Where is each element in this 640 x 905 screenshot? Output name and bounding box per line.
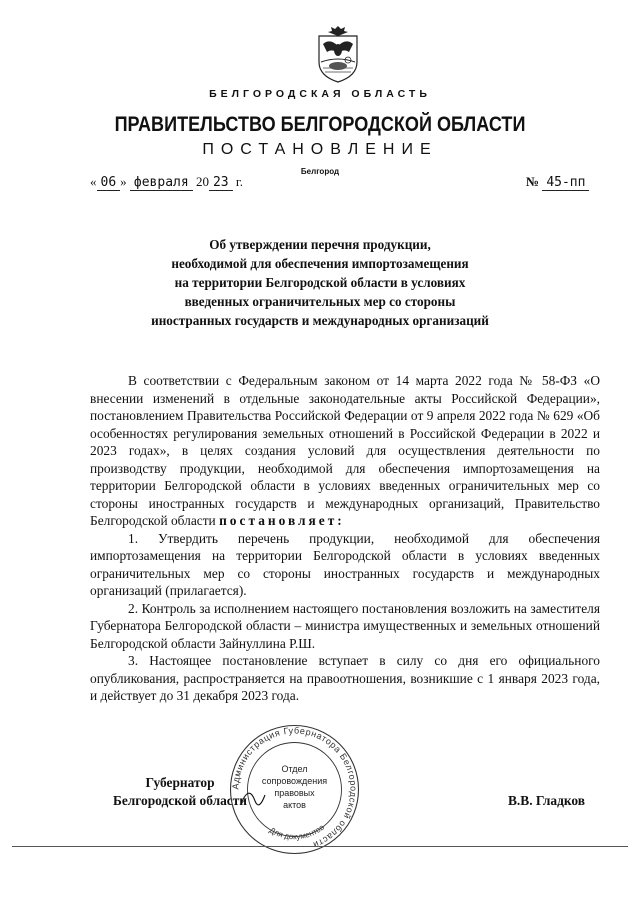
stamp-center-line: сопровождения [261,776,328,786]
title-line: Об утверждении перечня продукции, [209,237,431,252]
official-stamp [227,722,362,857]
decree-date [90,174,243,190]
date-month: февраля [130,175,193,191]
city-label: Белгород [300,167,340,176]
number-value: 45-пп [542,175,589,191]
stamp-center-line: Отдел [281,764,308,774]
decides-word: постановляет: [219,513,345,528]
stamp-center-line: актов [283,800,306,810]
decree-title [150,235,490,330]
government-heading: ПРАВИТЕЛЬСТВО БЕЛГОРОДСКОЙ ОБЛАСТИ [114,113,526,136]
title-line: необходимой для обеспечения импортозамещения [171,256,469,271]
item-paragraph: 1. Утвердить перечень продукции, необходимой для обеспечения импортозамещения на территории Белгородской области в условиях введенных ограничительных мер со стороны иностранных государств и международных организаций (прилагается). [90,530,600,598]
item-paragraph: 2. Контроль за исполнением настоящего постановления возложить на заместителя Губернатора Белгородской области – министра имущественных и земельных отношений Белгородской области Зайнуллина Р.Ш. [90,600,600,651]
preamble-text: В соответствии с Федеральным законом от 14 марта 2022 года № 58-ФЗ «О внесении изменений в отдельные законодательные акты Российской Федерации», постановлением Правительства Российской Федерации от 9 апреля 2022 года № 629 «Об особенностях регулирования земельных отношений в Российской Федерации в 2022 и 2023 годах», в целях создания условий для осуществления деятельности по производству продукции, необходимой для обеспечения импортозамещения на территории Белгородской области в условиях введенных ограничительных мер со стороны иностранных государств и международных организаций, Правительство Белгородской области [90,373,600,528]
title-line: иностранных государств и международных организаций [151,313,489,328]
decree-body [90,372,600,705]
item-paragraph: 3. Настоящее постановление вступает в силу со дня его официального опубликования, распространяется на правоотношения, возникшие с 1 января 2023 года, и действует до 31 декабря 2023 года. [90,653,600,703]
stamp-outer-text: Администрация Губернатора Белгородской области [230,725,359,851]
stamp-inner-text: Для документов [267,822,326,842]
date-day: 06 [97,175,121,191]
number-label: № [526,174,540,189]
region-heading: БЕЛГОРОДСКАЯ ОБЛАСТЬ [209,88,431,100]
date-open-quote: « [90,174,97,189]
title-line: на территории Белгородской области в условиях [174,275,466,290]
svg-text:Для документов [268,823,326,842]
date-year-prefix: 20 [195,174,209,189]
title-line: введенных ограничительных мер со стороны [184,294,456,309]
coat-of-arms-icon [313,22,363,84]
position-line: Белгородской области [112,793,248,808]
preamble-paragraph [90,372,600,530]
decree-number [526,174,589,190]
handwritten-signature [241,793,265,805]
date-year-suffix: 23 [209,175,233,191]
bottom-divider [12,846,628,847]
date-close-quote: » [120,174,127,189]
date-year-unit: г. [235,174,243,189]
document-type-heading: ПОСТАНОВЛЕНИЕ [202,141,438,158]
signatory-name: В.В. Гладков [508,793,586,808]
position-line: Губернатор [145,775,215,790]
stamp-center-line: правовых [274,788,315,798]
